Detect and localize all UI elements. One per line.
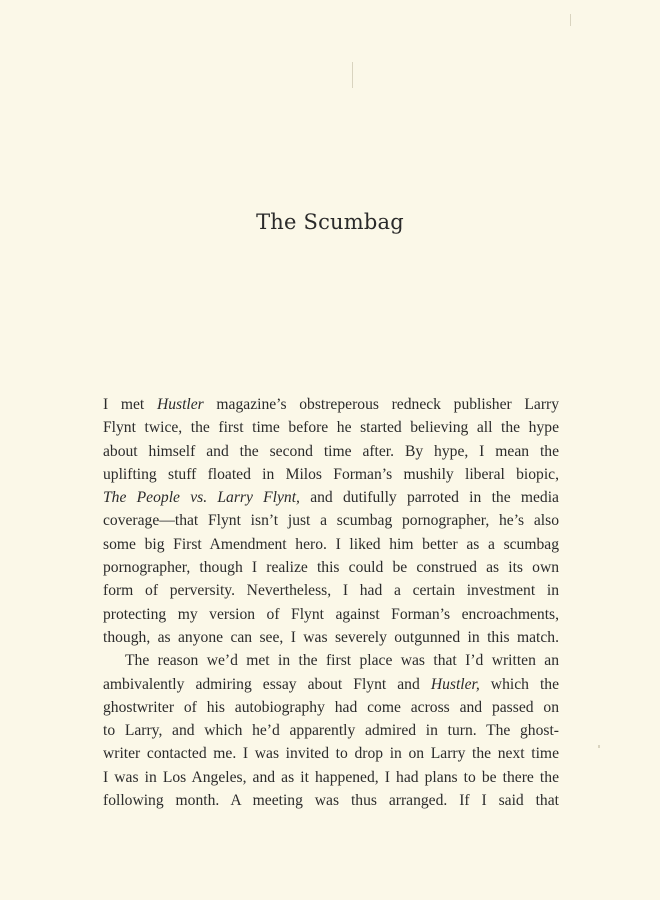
- text-line: [103, 766, 559, 789]
- text-line: [103, 579, 559, 602]
- text-run: following month. A meeting was thus arranged. If I said that: [103, 792, 559, 810]
- text-run: though, as anyone can see, I was severely outgunned in this match.: [103, 628, 559, 646]
- italic-title: Hustler,: [430, 675, 480, 693]
- text-line: [103, 440, 559, 463]
- text-line: [103, 509, 559, 532]
- text-line: [103, 463, 559, 486]
- chapter-title: The Scumbag: [256, 210, 404, 234]
- text-line: [103, 556, 559, 579]
- text-run: ghostwriter of his autobiography had come across and passed on: [103, 698, 559, 716]
- text-run: The reason we’d met in the first place was that I’d written an: [125, 652, 559, 670]
- italic-title: Hustler: [156, 396, 204, 413]
- text-line: [103, 696, 559, 719]
- text-run: Flynt twice, the first time before he started believing all the hype: [103, 419, 559, 437]
- text-line: [103, 393, 559, 416]
- text-line: [103, 486, 559, 509]
- text-run: some big First Amendment hero. I liked him better as a scumbag: [103, 535, 559, 553]
- text-line: [103, 626, 559, 649]
- text-line: [103, 603, 559, 626]
- text-run: protecting my version of Flynt against Forman’s encroachments,: [103, 605, 559, 623]
- text-line: [103, 649, 559, 672]
- scan-speck: [352, 62, 353, 88]
- text-run: about himself and the second time after. By hype, I mean the: [103, 442, 559, 460]
- italic-title: The People vs. Larry Flynt,: [103, 489, 300, 507]
- text-run: which the: [479, 675, 559, 693]
- text-run: writer contacted me. I was invited to drop in on Larry the next time: [103, 745, 559, 763]
- text-run: coverage—that Flynt isn’t just a scumbag pornographer, he’s also: [103, 512, 559, 530]
- text-run: to Larry, and which he’d apparently admired in turn. The ghost-: [103, 722, 559, 740]
- text-line: [103, 673, 559, 696]
- text-run: and dutifully parroted in the media: [299, 489, 559, 507]
- text-run: ambivalently admiring essay about Flynt and: [103, 675, 431, 693]
- body-text: [103, 393, 559, 812]
- text-line: [103, 789, 559, 812]
- text-line: [103, 719, 559, 742]
- text-run: I was in Los Angeles, and as it happened, I had plans to be there the: [103, 768, 559, 786]
- text-line: [103, 742, 559, 765]
- text-run: uplifting stuff floated in Milos Forman’s mushily liberal biopic,: [103, 465, 559, 483]
- scan-speck: [598, 745, 600, 748]
- text-line: [103, 416, 559, 439]
- text-run: magazine’s obstreperous redneck publisher Larry: [203, 396, 559, 413]
- text-run: I met: [103, 396, 157, 413]
- text-line: [103, 533, 559, 556]
- text-run: form of perversity. Nevertheless, I had a certain investment in: [103, 582, 559, 600]
- scan-speck: [570, 14, 571, 26]
- text-run: pornographer, though I realize this could be construed as its own: [103, 559, 559, 577]
